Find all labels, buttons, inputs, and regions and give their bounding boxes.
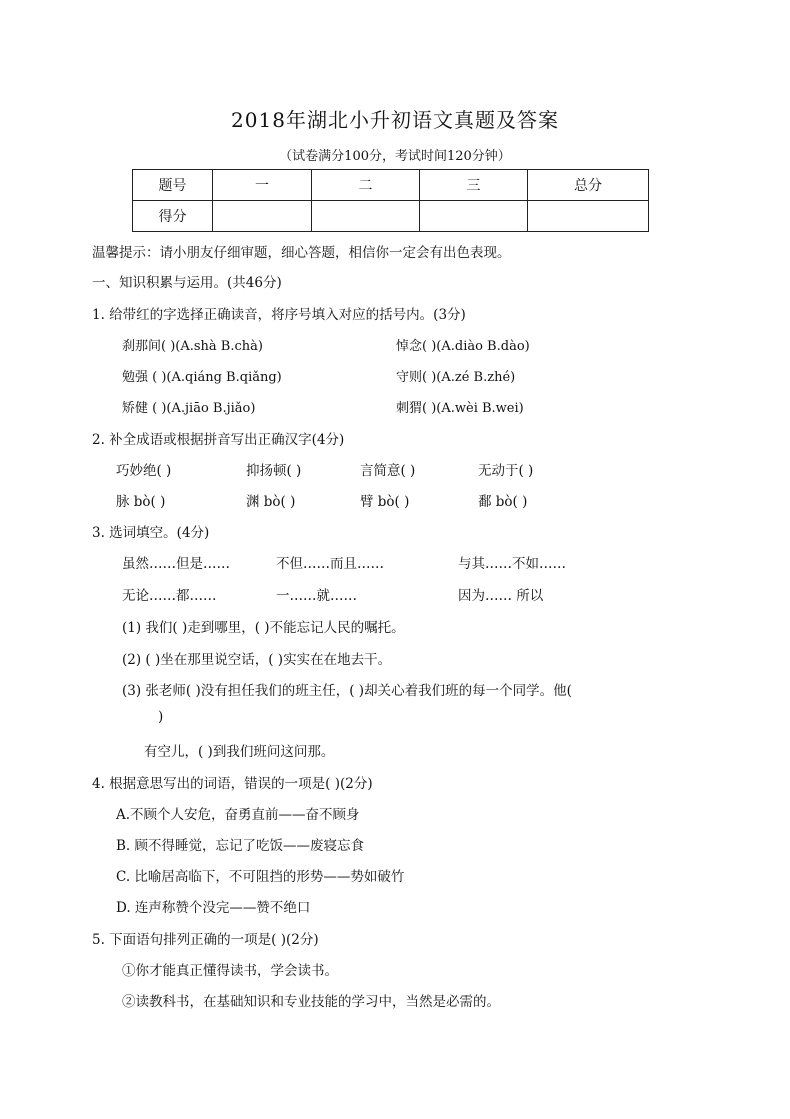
score-table-cell: 三: [420, 170, 528, 201]
q1-item: 勉强 ( )(A.qiáng B.qiǎng): [122, 370, 282, 385]
q4-option-d: D. 连声称赞个没完——赞不绝口: [116, 900, 311, 916]
q3-word-pair: 虽然……但是……: [122, 556, 230, 572]
question-2-stem: 2. 补全成语或根据拼音写出正确汉字(4分): [92, 432, 345, 448]
q3-sentence-3-bracket: ): [158, 709, 164, 725]
q4-option-a: A.不顾个人安危，奋勇直前——奋不顾身: [116, 807, 360, 823]
score-table-cell: [312, 201, 420, 232]
score-table-score-row: [133, 201, 649, 232]
q2-item: 言简意( ): [360, 463, 416, 479]
q3-sentence-3: (3) 张老师( )没有担任我们的班主任，( )却关心着我们班的每一个同学。他(: [122, 683, 572, 699]
score-table-cell: 二: [312, 170, 420, 201]
q4-option-b: B. 顾不得睡觉，忘记了吃饭——废寝忘食: [116, 838, 365, 854]
q3-word-pair: 无论……都……: [122, 588, 217, 604]
q2-item: 臂 bò( ): [360, 494, 410, 510]
score-table-cell: 题号: [133, 170, 213, 201]
q3-word-pair: 因为…… 所以: [458, 588, 544, 604]
q5-item: ①你才能真正懂得读书，学会读书。: [122, 963, 338, 979]
question-1-stem: 1. 给带红的字选择正确读音，将序号填入对应的括号内。(3分): [92, 307, 466, 323]
tip-text: 温馨提示：请小朋友仔细审题，细心答题，相信你一定会有出色表现。: [92, 245, 511, 261]
q2-item: 无动于( ): [478, 463, 534, 479]
score-table-cell: 得分: [133, 201, 213, 232]
score-table-cell: [213, 201, 312, 232]
question-5-stem: 5. 下面语句排列正确的一项是( )(2分): [92, 932, 319, 948]
q1-item: 刹那间( )(A.shà B.chà): [122, 339, 263, 354]
exam-info: （试卷满分100分，考试时间120分钟）: [279, 149, 511, 164]
q4-option-c: C. 比喻居高临下，不可阻挡的形势——势如破竹: [116, 869, 405, 885]
q3-word-pair: 与其……不如……: [458, 556, 566, 572]
q2-item: 脉 bò( ): [116, 494, 166, 510]
q1-item: 刺猬( )(A.wèi B.wei): [396, 401, 524, 416]
q5-item: ②读教科书，在基础知识和专业技能的学习中，当然是必需的。: [122, 994, 500, 1010]
score-table: [132, 169, 649, 232]
q3-word-pair: 一……就……: [276, 588, 357, 604]
q1-item: 守则( )(A.zé B.zhé): [396, 370, 516, 385]
document-title: 2018年湖北小升初语文真题及答案: [231, 108, 559, 132]
q2-item: 巧妙绝( ): [116, 463, 172, 479]
q3-word-pair: 不但……而且……: [276, 556, 384, 572]
q1-item: 悼念( )(A.diào B.dào): [396, 339, 530, 354]
score-table-header-row: [133, 170, 649, 201]
q3-sentence-1: (1) 我们( )走到哪里，( )不能忘记人民的嘱托。: [122, 620, 405, 636]
q1-item: 矫健 ( )(A.jiāo B.jiǎo): [122, 401, 256, 416]
q2-item: 鄱 bò( ): [478, 494, 528, 510]
q3-sentence-2: (2) ( )坐在那里说空话，( )实实在在地去干。: [122, 652, 392, 668]
score-table-cell: [420, 201, 528, 232]
q2-item: 抑扬顿( ): [246, 463, 302, 479]
score-table-cell: 总分: [528, 170, 649, 201]
score-table-cell: [528, 201, 649, 232]
section-heading: 一、知识积累与运用。(共46分): [92, 275, 282, 291]
q3-sentence-3-cont: 有空儿，( )到我们班问这问那。: [144, 744, 335, 760]
question-3-stem: 3. 选词填空。(4分): [92, 525, 210, 541]
q2-item: 渊 bò( ): [246, 494, 296, 510]
score-table-cell: 一: [213, 170, 312, 201]
question-4-stem: 4. 根据意思写出的词语，错误的一项是( )(2分): [92, 776, 373, 792]
